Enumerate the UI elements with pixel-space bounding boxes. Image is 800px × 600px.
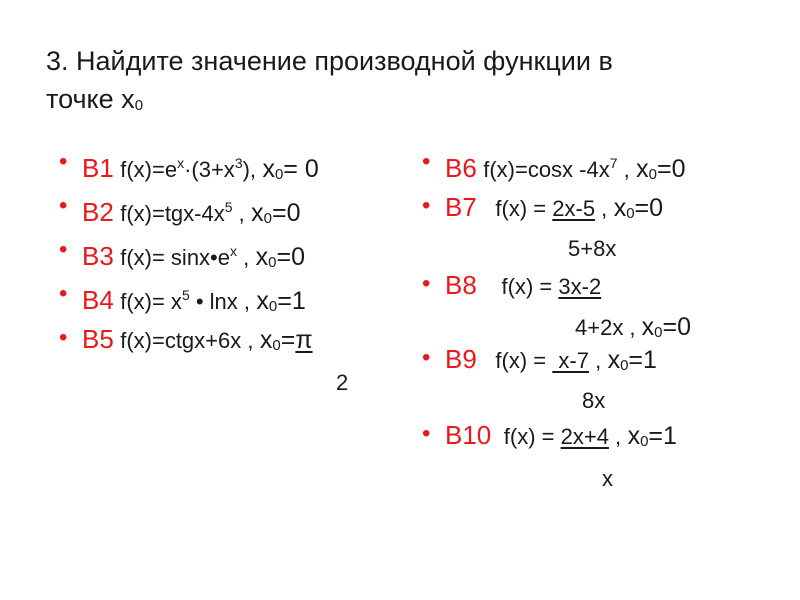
bullet-icon: • [59,236,68,263]
bullet-icon: • [422,270,431,297]
x0-value: x0=0 [255,243,305,271]
title-line2: точке x [46,84,135,114]
formula: f(x) = 3x-2 [483,274,602,299]
variant-label: В8 [445,270,477,300]
variant-label: В4 [82,285,114,315]
fraction-numerator: 3x-2 [558,274,602,299]
x0-value: x0=0 [636,155,686,183]
bullet-icon: • [59,192,68,219]
variant-8 [422,270,602,302]
variant-2 [59,192,301,234]
variant-label: В2 [82,197,114,227]
bullet-icon: • [59,148,68,175]
page-title [46,42,746,125]
fraction-denominator: x [602,466,613,491]
bullet-icon: • [422,192,431,219]
variant-label: В5 [82,324,114,354]
fraction-numerator: x-7 [552,348,589,373]
x0-value: x0=1 [627,422,677,450]
formula: f(x)=ctgx+6x , [120,328,254,353]
variant-label: В10 [445,420,492,450]
variant-label: В3 [82,241,114,271]
bullet-icon: • [59,324,68,351]
fraction-numerator: 2x+4 [560,424,609,449]
formula: f(x)=cosx $-4x^7$ , [483,155,630,182]
formula: $f(x)=tgx-4x^5$ , [120,199,245,226]
fraction-denominator: 4+2x , x0=0 [575,313,692,341]
variant-label: В9 [445,344,477,374]
variant-1 [59,148,319,190]
variant-label: В1 [82,153,114,183]
variant-7 [422,192,664,229]
x0-value: x0= 0 [262,155,319,183]
formula: f(x) = 2x-5 , [483,196,608,221]
variant-6 [422,148,686,190]
formula: f(x) = x-7 , [483,348,602,373]
bullet-icon: • [422,148,431,175]
variant-9 [422,344,657,381]
title-line1: 3. Найдите значение производной функции в [46,46,613,76]
variant-label: В7 [445,192,477,222]
formula: $f(x)= \sin x•e^x$ , [120,243,250,270]
x0-value: x0=1 [256,287,306,315]
title-subscript: 0 [134,97,144,114]
x0-value: x0=1 [607,346,657,374]
fraction-denominator: 8x [582,388,606,413]
variant-4 [59,280,306,322]
pi-denominator: 2 [336,370,349,395]
variant-10 [422,420,677,457]
bullet-icon: • [422,344,431,371]
variant-label: В6 [445,153,477,183]
formula: $f(x)=e^x\cdot(3+x^3)$, [120,155,257,182]
pi-numerator: π [295,326,313,354]
formula: $f(x)= x^5$ • lnx , [120,287,251,314]
bullet-icon: • [59,280,68,307]
x0-value: x0=0 [613,194,664,222]
x0-value: x0=0 [251,199,301,227]
variant-5 [59,324,313,361]
x0-value: x0=π [259,326,313,354]
variant-3 [59,236,305,278]
fraction-numerator: 2x-5 [552,196,596,221]
fraction-denominator: 5+8x [568,236,617,261]
formula: f(x) = 2x+4 , [497,424,622,449]
bullet-icon: • [422,420,431,447]
